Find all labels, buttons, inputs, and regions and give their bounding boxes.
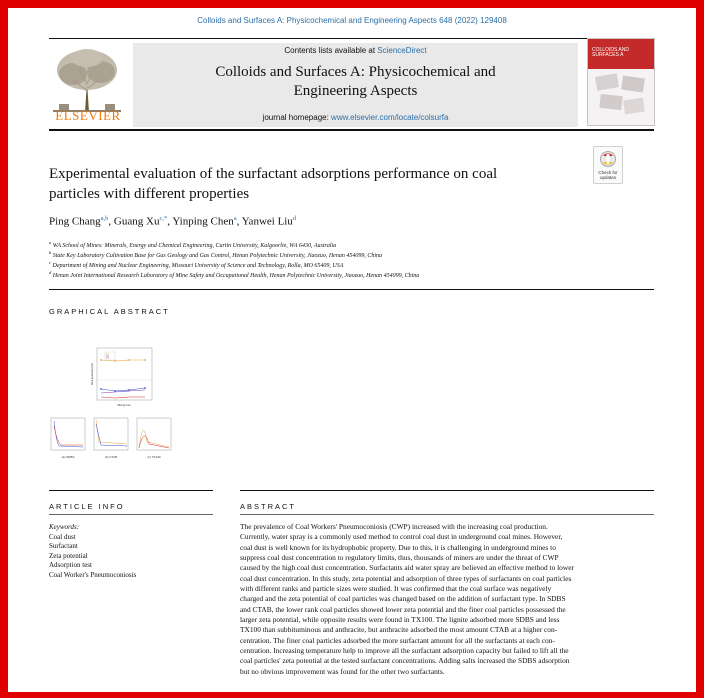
main-plot-xlabel: Mixing time — [117, 404, 131, 407]
keyword-item: Zeta potential — [49, 551, 88, 560]
sciencedirect-link[interactable]: ScienceDirect — [377, 46, 427, 55]
journal-cover-thumbnail — [587, 38, 655, 126]
affiliation-mark: b — [49, 250, 52, 255]
article-info-heading: ARTICLE INFO — [49, 502, 125, 511]
author-separator: , — [167, 215, 173, 228]
author-affiliation-mark[interactable]: a,b — [100, 215, 109, 222]
abstract-line: but no obvious improvement was found for the other two surfactants. — [240, 666, 445, 676]
masthead-rule — [49, 129, 654, 131]
abstract-line: centration. Increasing temperature help to improve all the surfactant adsorption capacity but failed to lift all the — [240, 646, 569, 656]
affiliation-text: Department of Mining and Nuclear Engineering, Missouri University of Science and Technology, Rolla, MO 65409, USA — [52, 263, 344, 269]
abstract-rule — [240, 490, 654, 491]
panel-a-caption: (a) SDBS — [61, 455, 75, 459]
abstract-line: and CTAB, the lower rank coal particles showed lower zeta potential and the finer coal particles possessed the — [240, 604, 566, 614]
keyword-item: Adsorption test — [49, 561, 92, 570]
author-affiliation-mark[interactable]: d — [292, 215, 297, 222]
abstract-line: caused by the high coal dust concentration. Surfactants aid water spray are believed an effective method to lower — [240, 563, 574, 573]
journal-title-line1: Colloids and Surfaces A: Physicochemical and — [215, 64, 496, 80]
abstract-line: The prevalence of Coal Workers' Pneumoconiosis (CWP) increased with the increasing coal production. — [240, 522, 548, 531]
keywords-label: Keywords: — [49, 523, 80, 531]
keywords-block — [49, 523, 219, 581]
article-info-subrule — [49, 514, 213, 515]
author-name[interactable]: Guang Xu — [113, 215, 160, 228]
author-name[interactable]: Ping Chang — [49, 215, 101, 228]
abstract-line: with different ranks and particle sizes were studied. It was confirmed that the coal surface was negatively — [240, 584, 552, 594]
abstract-line: suppress coal dust concentration to regulatory limits, thus, thousands of miners are under the threat of CWP — [240, 553, 559, 563]
author-list — [49, 215, 296, 228]
article-info-rule — [49, 490, 213, 491]
abstract-line: larger zeta potential, while opposite results were found in TX100. The lignite adsorbed more SDBS and less — [240, 615, 560, 625]
affiliation-c — [49, 260, 649, 269]
abstract-line: Currently, water spray is a commonly used method to control coal dust in underground coal mines. However, — [240, 532, 563, 542]
affiliation-text: State Key Laboratory Cultivation Base for Gas Geology and Gas Control, Henan Polytechnic University, Jiaozuo, Henan 454099, China — [52, 253, 382, 259]
abstract-body — [240, 522, 654, 677]
journal-masthead — [133, 43, 578, 127]
affiliation-b — [49, 250, 649, 259]
top-rule — [49, 38, 654, 39]
article-title-line2: particles with different properties — [49, 186, 250, 202]
abstract-line: TX100 than subbituminous and anthracite, but anthracite adsorbed the most amount CTAB at a higher con- — [240, 625, 558, 635]
graphical-abstract-heading: GRAPHICAL ABSTRACT — [49, 307, 170, 316]
abstract-line: coal dust is well known for its hydrophobic property. Due to this, it is challenging in underground mines to — [240, 542, 556, 552]
elsevier-wordmark: ELSEVIER — [55, 108, 121, 123]
article-title-line1: Experimental evaluation of the surfactant adsorptions performance on coal — [49, 166, 498, 182]
abstract-line: coal dust concentration. In this study, zeta potential and adsorption of three types of surfactants on coal particles — [240, 573, 572, 583]
panel-b-caption: (b) CTAB — [104, 455, 118, 459]
contents-line — [133, 46, 578, 55]
abstract-line: centration. The finer coal particles adsorbed the more surfactant amount for all the surfactants at each con- — [240, 635, 555, 645]
journal-title — [153, 63, 558, 101]
keyword-item: Coal Worker's Pneumoconiosis — [49, 570, 137, 579]
graphical-abstract-figure — [49, 346, 174, 466]
check-updates-line1: Check for — [598, 170, 618, 175]
affiliation-text: Henan Joint International Research Laboratory of Mine Safety and Occupational Health, Henan Polytechnic University, Jiaozuo, Henan 454099, China — [52, 273, 420, 279]
author-affiliation-mark[interactable]: c,* — [159, 215, 168, 222]
keyword-item: Coal dust — [49, 532, 76, 541]
affiliation-mark: d — [49, 270, 52, 275]
check-for-updates-button[interactable] — [593, 146, 623, 184]
abstract-subrule — [240, 514, 654, 515]
article-page — [8, 8, 696, 692]
article-title — [49, 164, 589, 204]
affiliation-d — [49, 270, 649, 279]
affiliations-rule — [49, 289, 654, 290]
author-separator: , — [108, 215, 114, 228]
abstract-line: charged and the zeta potential of coal particles was changed based on the addition of surfactant type. In SDBS — [240, 594, 566, 604]
keyword-item: Surfactant — [49, 542, 78, 551]
author-separator: , — [236, 215, 242, 228]
author-name[interactable]: Yinping Chen — [172, 215, 234, 228]
panel-c-caption: (c) TX100 — [147, 455, 161, 459]
abstract-heading: ABSTRACT — [240, 502, 297, 511]
affiliation-a — [49, 240, 649, 249]
contents-prefix: Contents lists available at — [284, 46, 378, 55]
cover-illustration — [594, 73, 648, 119]
abstract-line: coal particles' zeta potential at the tested surfactant concentrations. Adding salts increased the SDBS adsorption — [240, 656, 570, 666]
author-affiliation-mark[interactable]: a — [233, 215, 237, 222]
check-updates-line2: updates — [599, 175, 616, 180]
homepage-prefix: journal homepage: — [262, 113, 332, 122]
journal-homepage-link[interactable]: www.elsevier.com/locate/colsurfa — [331, 113, 449, 122]
main-plot-ylabel: Zeta potential (mV) — [91, 362, 94, 386]
affiliation-mark: c — [49, 260, 51, 265]
homepage-line — [133, 113, 578, 122]
affiliation-mark: a — [49, 240, 52, 245]
check-updates-icon — [600, 150, 616, 168]
journal-title-line2: Engineering Aspects — [293, 83, 418, 99]
cover-title: COLLOIDS AND SURFACES A — [592, 47, 629, 58]
affiliation-text: WA School of Mines: Minerals, Energy and Chemical Engineering, Curtin University, Kalgoorlie, WA 6430, Australia — [52, 243, 337, 249]
check-updates-label — [594, 170, 622, 180]
author-name[interactable]: Yanwei Liu — [241, 215, 293, 228]
citation-line: Colloids and Surfaces A: Physicochemical and Engineering Aspects 648 (2022) 129408 — [197, 16, 507, 25]
